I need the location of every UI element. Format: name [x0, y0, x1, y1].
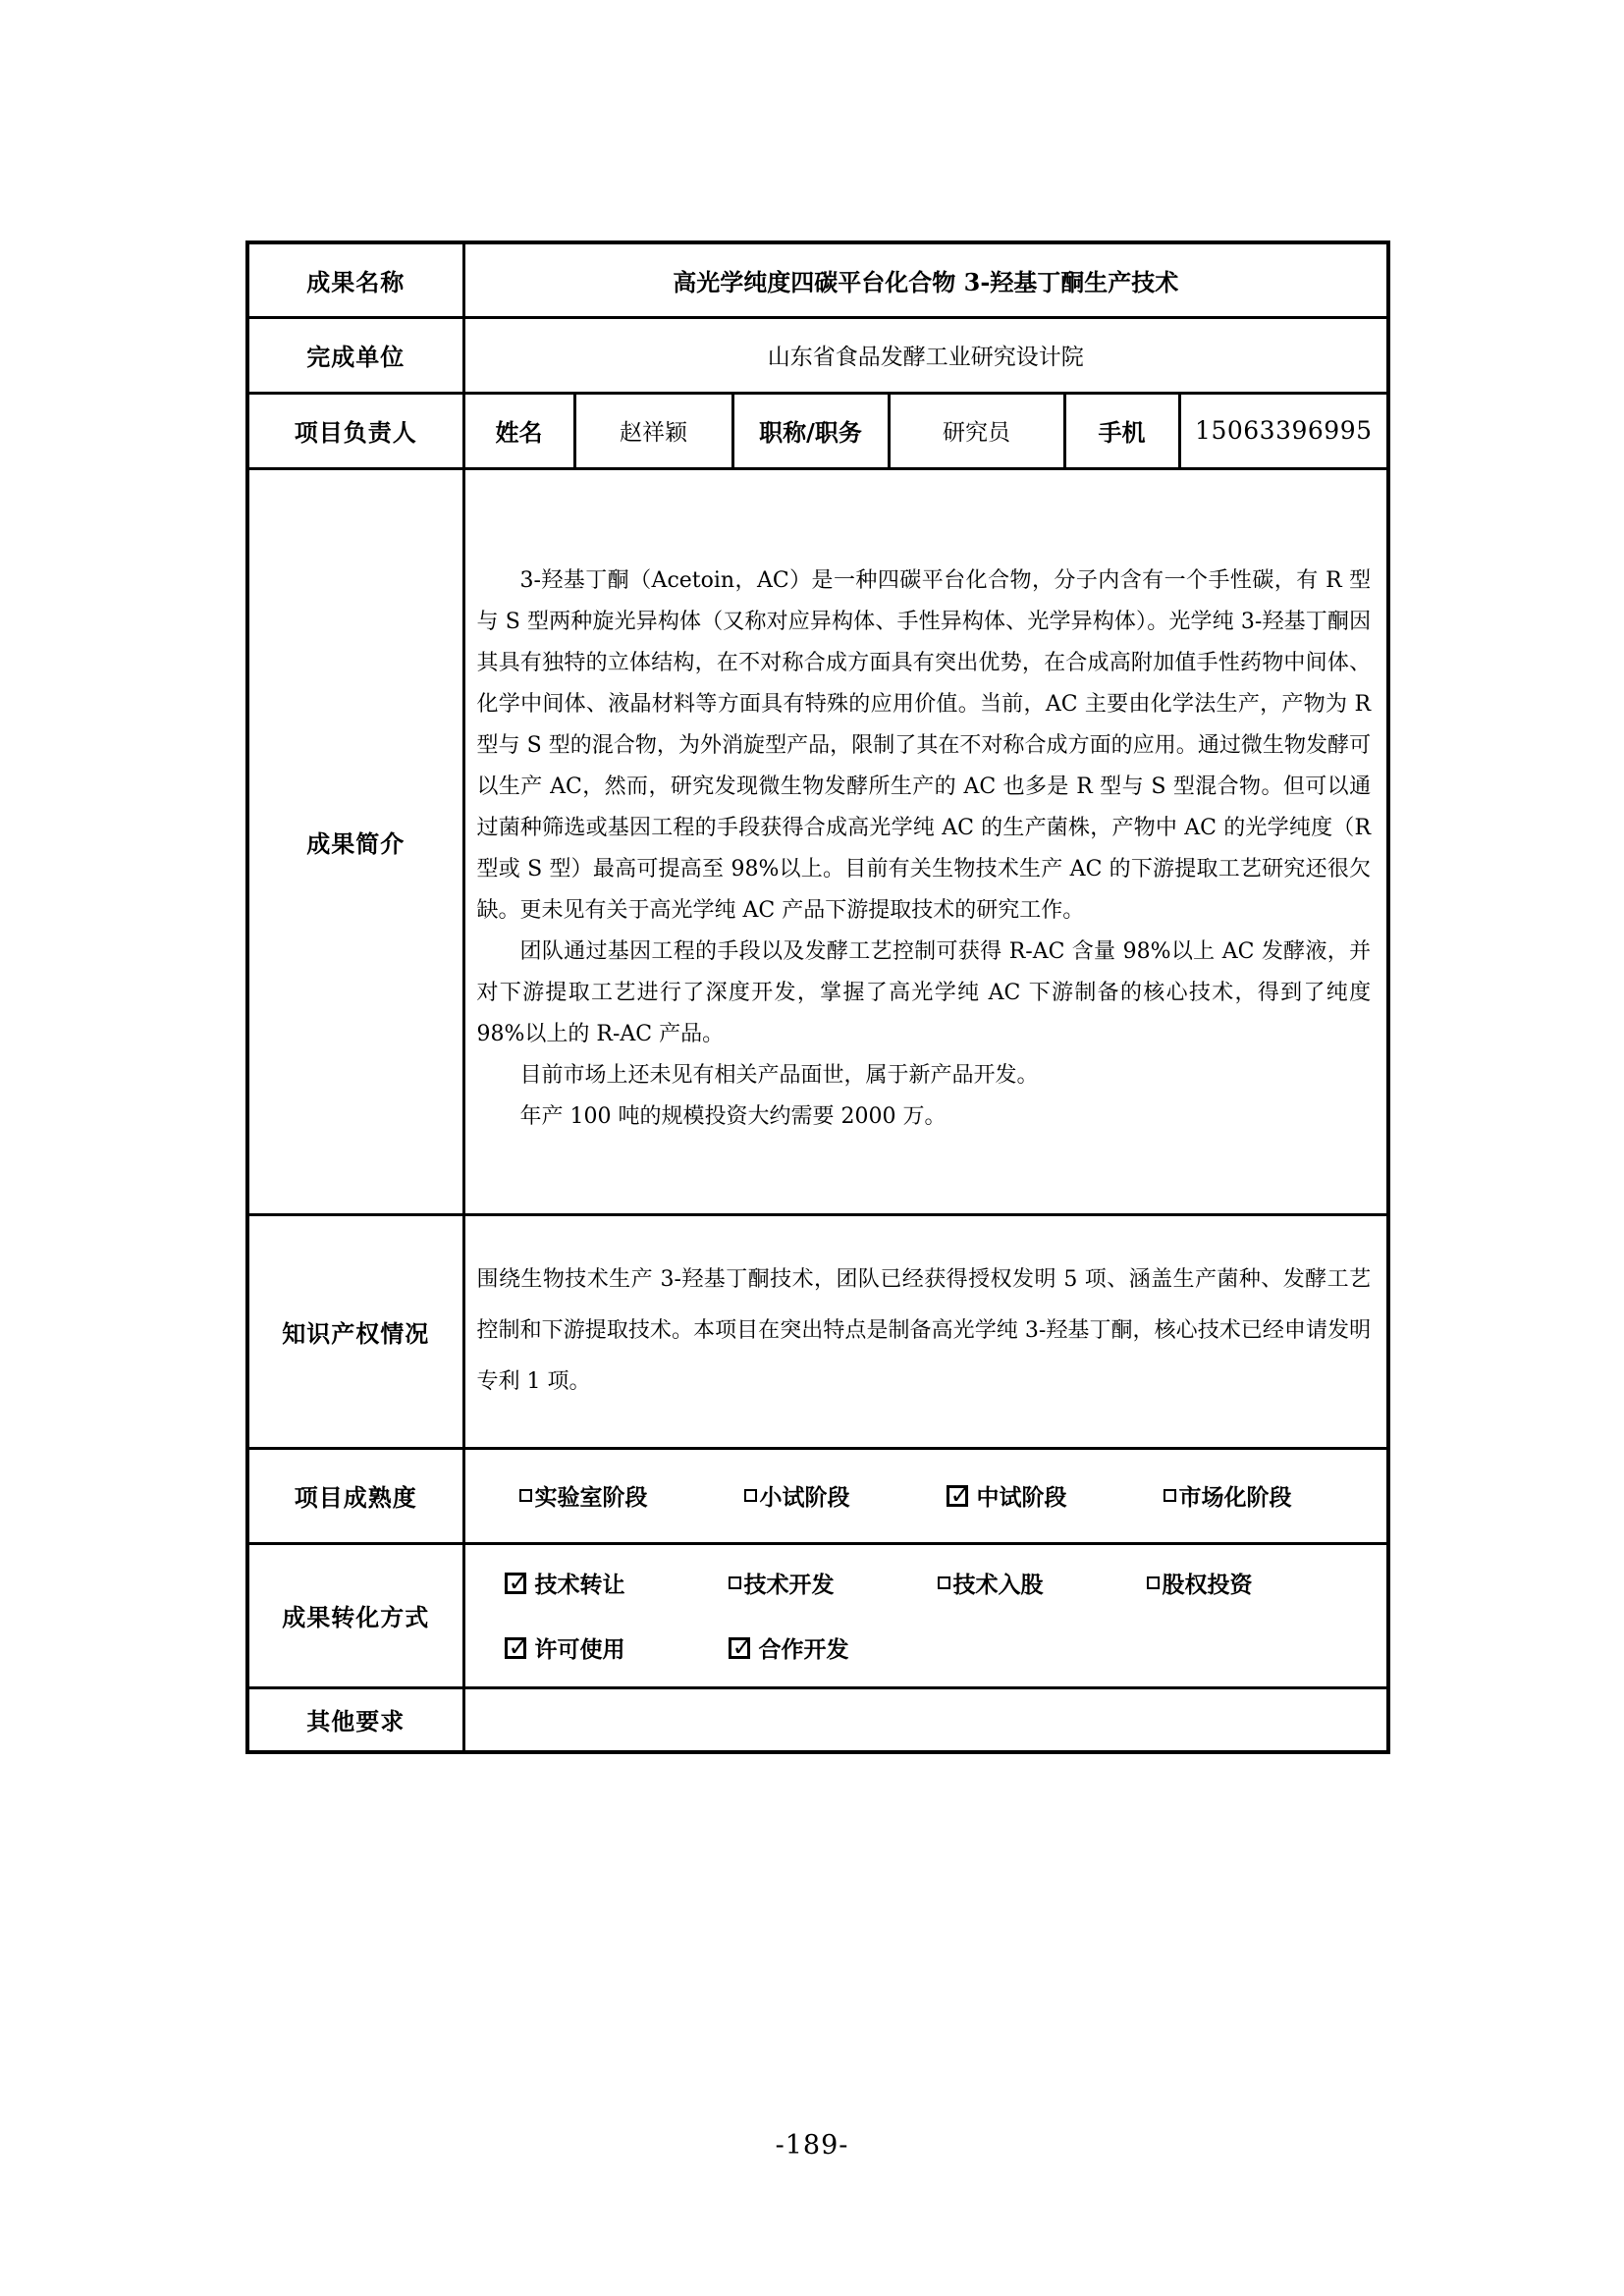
leader-phone-key: 手机	[1064, 393, 1179, 468]
maturity-option-label: 中试阶段	[976, 1484, 1067, 1511]
transfer-option-tech-develop	[729, 1567, 835, 1599]
leader-title-key: 职称/职务	[732, 393, 889, 468]
row-project-leader	[247, 393, 1388, 468]
checkbox-checked-icon[interactable]	[729, 1637, 750, 1659]
row-other-requirements	[247, 1687, 1388, 1752]
maturity-option-pilot-small	[744, 1479, 850, 1512]
other-requirements-label: 其他要求	[247, 1687, 463, 1752]
transfer-option-tech-equity	[938, 1567, 1044, 1599]
checkbox-icon[interactable]	[519, 1489, 532, 1502]
leader-name-key: 姓名	[463, 393, 574, 468]
transfer-option-tech-transfer	[505, 1567, 625, 1599]
transfer-option-equity-invest	[1147, 1567, 1253, 1599]
checkbox-icon[interactable]	[729, 1576, 741, 1589]
transfer-option-license	[505, 1631, 625, 1664]
checkbox-icon[interactable]	[1164, 1489, 1176, 1502]
row-transfer-mode	[247, 1543, 1388, 1687]
checkbox-icon[interactable]	[938, 1576, 950, 1589]
checkbox-checked-icon[interactable]	[947, 1485, 968, 1507]
completing-unit-label: 完成单位	[247, 317, 463, 393]
intro-paragraph: 团队通过基因工程的手段以及发酵工艺控制可获得 R-AC 含量 98%以上 AC 发酵液，并对下游提取工艺进行了深度开发，掌握了高光学纯 AC 下游制备的核心技术，得到了纯度 98%以上的 R-AC 产品。	[476, 939, 1372, 1046]
transfer-option-label: 技术开发	[743, 1572, 835, 1598]
completing-unit-value: 山东省食品发酵工业研究设计院	[463, 317, 1388, 393]
achievement-intro-label: 成果简介	[247, 468, 463, 1214]
project-maturity-label: 项目成熟度	[247, 1448, 463, 1543]
maturity-option-pilot	[947, 1479, 1067, 1512]
leader-phone-value: 15063396995	[1179, 393, 1388, 468]
transfer-option-label: 许可使用	[534, 1636, 625, 1663]
row-achievement-intro	[247, 468, 1388, 1214]
transfer-option-label: 股权投资	[1162, 1572, 1253, 1598]
project-maturity-options	[463, 1448, 1388, 1543]
checkbox-icon[interactable]	[744, 1489, 757, 1502]
row-project-maturity	[247, 1448, 1388, 1543]
achievement-name-label: 成果名称	[247, 242, 463, 317]
maturity-option-label: 市场化阶段	[1178, 1484, 1292, 1511]
transfer-option-label: 技术入股	[952, 1572, 1044, 1598]
page-number: -189-	[775, 2130, 849, 2161]
maturity-option-label: 小试阶段	[759, 1484, 850, 1511]
intro-paragraph: 年产 100 吨的规模投资大约需要 2000 万。	[519, 1104, 947, 1129]
other-requirements-value	[463, 1687, 1388, 1752]
leader-title-value: 研究员	[889, 393, 1064, 468]
intro-paragraph: 3-羟基丁酮（Acetoin，AC）是一种四碳平台化合物，分子内含有一个手性碳，有 R 型与 S 型两种旋光异构体（又称对应异构体、手性异构体、光学异构体）。光学纯 3-羟基丁酮因其具有独特的立体结构，在不对称合成方面具有突出优势，在合成高附加值手性药物中间体、化学中间体、液晶材料等方面具有特殊的应用价值。当前，AC 主要由化学法生产，产物为 R 型与 S 型的混合物，为外消旋型产品，限制了其在不对称合成方面的应用。通过微生物发酵可以生产 AC，然而，研究发现微生物发酵所生产的 AC 也多是 R 型与 S 型混合物。但可以通过菌种筛选或基因工程的手段获得合成高光学纯 AC 的生产菌株，产物中 AC 的光学纯度（R 型或 S 型）最高可提高至 98%以上。目前有关生物技术生产 AC 的下游提取工艺研究还很欠缺。更未见有关于高光学纯 AC 产品下游提取技术的研究工作。	[476, 568, 1372, 923]
maturity-option-lab	[519, 1479, 648, 1512]
transfer-option-co-develop	[729, 1631, 849, 1664]
row-completing-unit	[247, 317, 1388, 393]
transfer-options-line1	[465, 1554, 1387, 1613]
row-ip-status	[247, 1214, 1388, 1448]
transfer-options-line2	[465, 1619, 1387, 1678]
achievement-form-table	[245, 240, 1390, 1754]
achievement-intro-body	[463, 468, 1388, 1214]
transfer-mode-label: 成果转化方式	[247, 1543, 463, 1687]
transfer-option-label: 技术转让	[534, 1572, 625, 1598]
checkbox-checked-icon[interactable]	[505, 1637, 526, 1659]
leader-name-value: 赵祥颖	[574, 393, 732, 468]
transfer-mode-options	[463, 1543, 1388, 1687]
transfer-option-label: 合作开发	[758, 1636, 849, 1663]
checkbox-checked-icon[interactable]	[505, 1573, 526, 1594]
maturity-option-label: 实验室阶段	[534, 1484, 648, 1511]
intro-paragraph: 目前市场上还未见有相关产品面世，属于新产品开发。	[519, 1063, 1039, 1088]
row-achievement-name	[247, 242, 1388, 317]
maturity-option-market	[1164, 1479, 1292, 1512]
ip-status-label: 知识产权情况	[247, 1214, 463, 1448]
achievement-name-value: 高光学纯度四碳平台化合物 3-羟基丁酮生产技术	[463, 242, 1388, 317]
ip-status-text: 围绕生物技术生产 3-羟基丁酮技术，团队已经获得授权发明 5 项、涵盖生产菌种、发酵工艺控制和下游提取技术。本项目在突出特点是制备高光学纯 3-羟基丁酮，核心技术已经申请发明专利 1 项。	[463, 1214, 1388, 1448]
project-leader-label: 项目负责人	[247, 393, 463, 468]
checkbox-icon[interactable]	[1147, 1576, 1160, 1589]
